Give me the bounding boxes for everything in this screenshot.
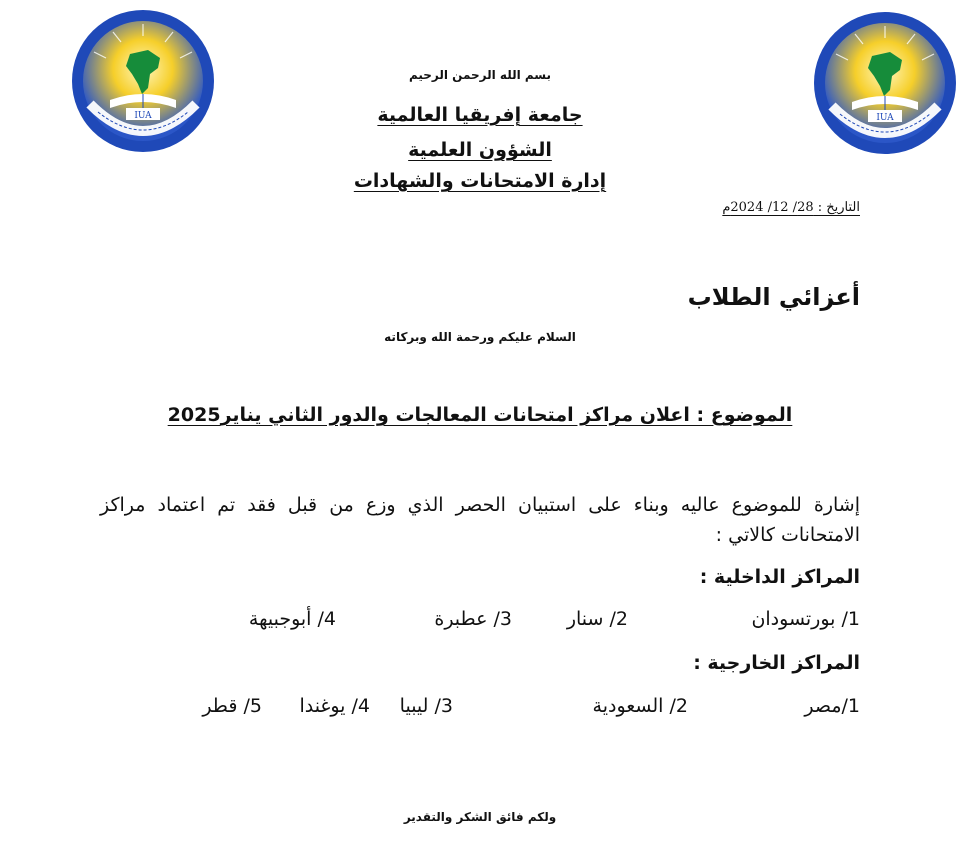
external-center-item: 5/ قطر bbox=[202, 695, 262, 717]
svg-text:IUA: IUA bbox=[134, 111, 152, 121]
external-centers-heading: المراكز الخارجية : bbox=[693, 652, 860, 674]
iua-emblem-icon bbox=[812, 10, 956, 156]
external-center-item: 2/ السعودية bbox=[592, 695, 688, 717]
university-logo-right bbox=[812, 10, 956, 156]
university-logo-left bbox=[70, 8, 216, 154]
external-center-item: 3/ ليبيا bbox=[399, 695, 453, 717]
svg-text:IUA: IUA bbox=[876, 113, 894, 123]
university-name: جامعة إفريقيا العالمية bbox=[377, 104, 583, 126]
salutation: السلام عليكم ورحمة الله وبركاته bbox=[384, 330, 576, 344]
body-paragraph: إشارة للموضوع عاليه وبناء على استبيان الحصر الذي وزع من قبل فقد تم اعتماد مراكز الامتحانات كالاتي : bbox=[100, 494, 860, 546]
external-center-item: 4/ يوغندا bbox=[299, 695, 370, 717]
office-name: إدارة الامتحانات والشهادات bbox=[353, 170, 607, 192]
subject-line: الموضوع : اعلان مراكز امتحانات المعالجات والدور الثاني يناير2025 bbox=[167, 404, 793, 426]
closing-line: ولكم فائق الشكر والتقدير bbox=[403, 810, 557, 824]
internal-center-item: 4/ أبوجبيهة bbox=[248, 608, 336, 630]
internal-centers-heading: المراكز الداخلية : bbox=[699, 566, 860, 588]
internal-center-item: 1/ بورتسودان bbox=[751, 608, 860, 630]
basmala: بسم الله الرحمن الرحيم bbox=[408, 68, 552, 82]
iua-emblem-icon bbox=[70, 8, 216, 154]
greeting: أعزائي الطلاب bbox=[687, 283, 860, 311]
internal-center-item: 3/ عطبرة bbox=[434, 608, 512, 630]
department-name: الشؤون العلمية bbox=[408, 139, 552, 161]
internal-center-item: 2/ سنار bbox=[566, 608, 628, 630]
letter-date: التاريخ : 28/ 12/ 2024م bbox=[722, 200, 860, 215]
external-center-item: 1/مصر bbox=[804, 695, 860, 717]
